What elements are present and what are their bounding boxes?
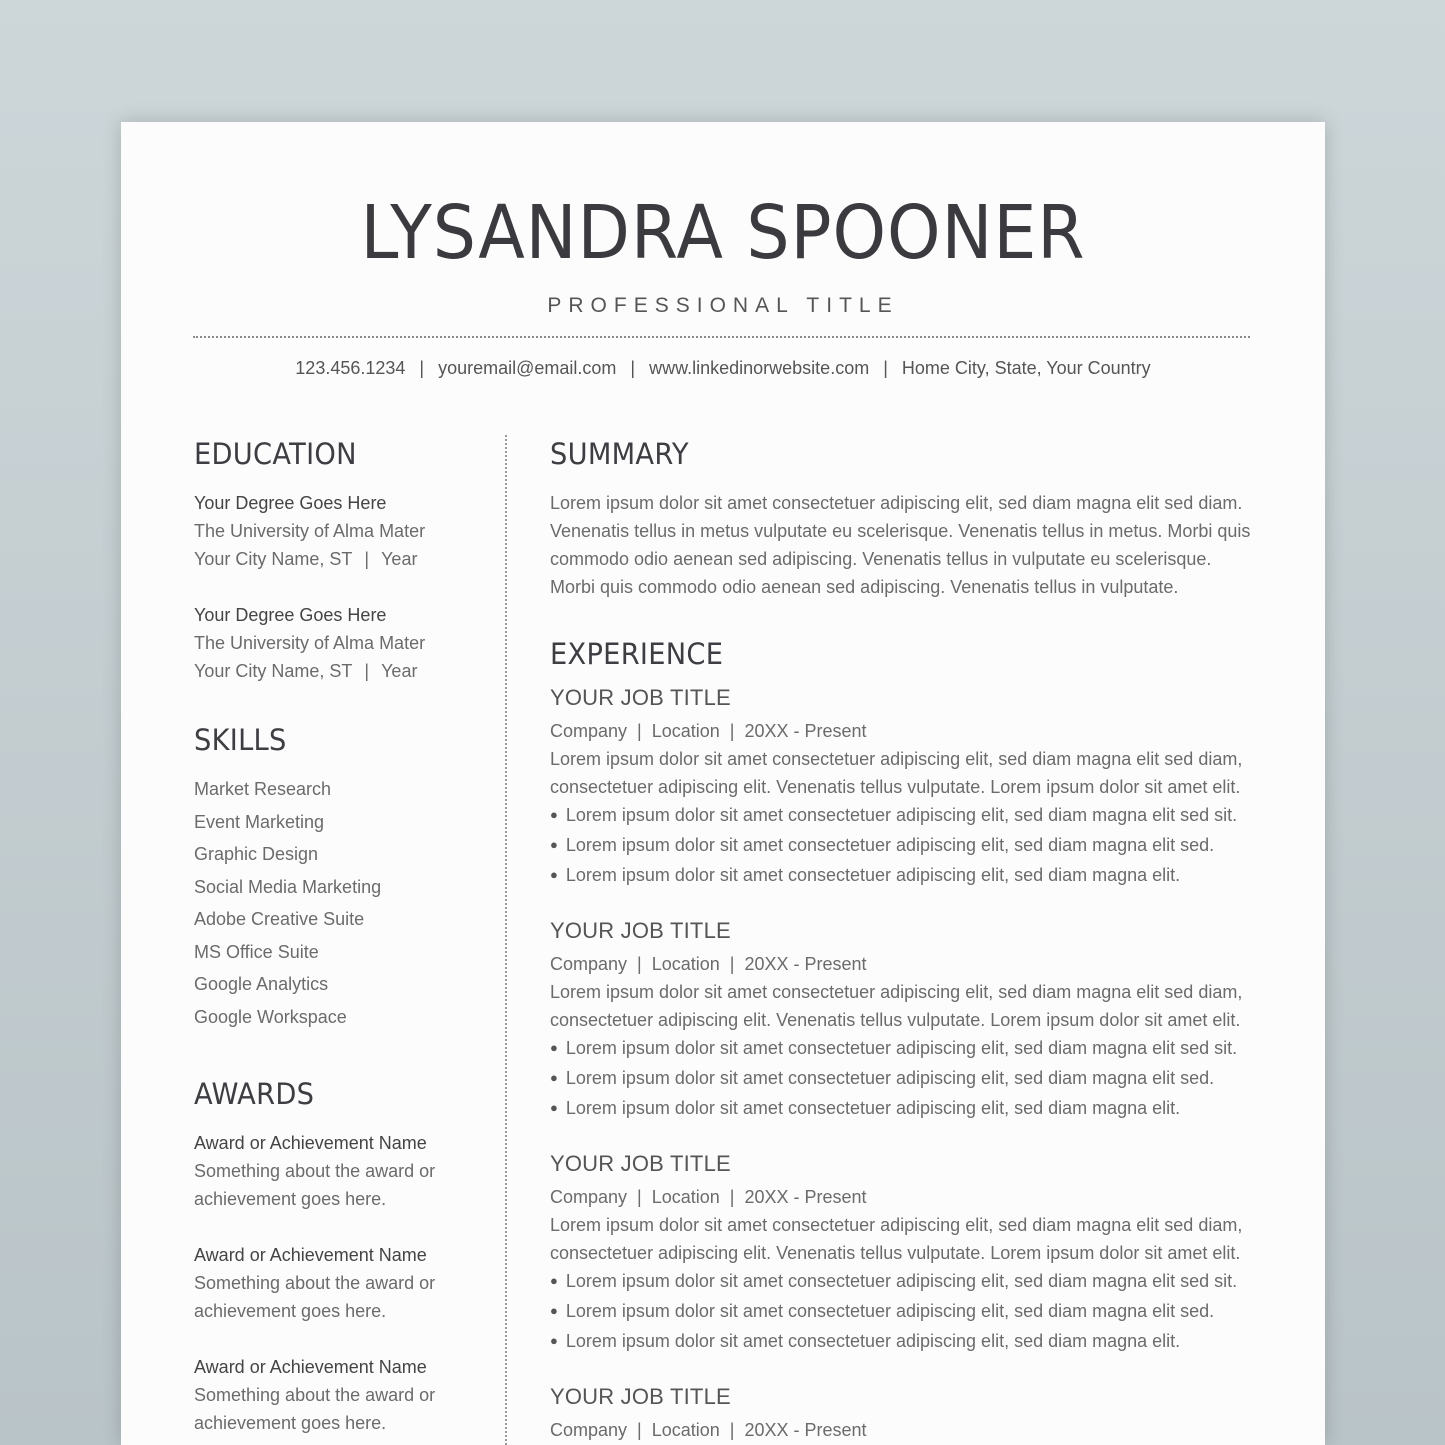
job-meta: Company | Location | 20XX - Present xyxy=(550,1187,867,1207)
summary-line: Morbi quis commodo odio aenean sed adipiscing. Venenatis tellus in vulputate. xyxy=(550,577,1179,597)
job-description: consectetuer adipiscing elit. Venenatis tellus vulputate. Lorem ipsum dolor sit amet elit. xyxy=(550,1243,1241,1263)
job-title: YOUR JOB TITLE xyxy=(550,1151,731,1176)
resume-name: LYSANDRA SPOONER xyxy=(360,190,1086,276)
summary-heading: SUMMARY xyxy=(550,437,689,471)
skill-item: Market Research xyxy=(194,779,332,799)
job-bullet: ● Lorem ipsum dolor sit amet consectetuer adipiscing elit, sed diam magna elit. xyxy=(550,1327,1260,1357)
award-item xyxy=(194,1353,484,1437)
job-description: consectetuer adipiscing elit. Venenatis tellus vulputate. Lorem ipsum dolor sit amet elit. xyxy=(550,1010,1241,1030)
education-degree: Your Degree Goes Here xyxy=(194,605,387,625)
education-year: Year xyxy=(381,549,418,569)
professional-title: PROFESSIONAL TITLE xyxy=(547,294,899,317)
job-entry xyxy=(550,1151,1260,1357)
awards-heading: AWARDS xyxy=(194,1077,315,1111)
skill-item: Google Analytics xyxy=(194,974,329,994)
summary-line: commodo odio aenean sed adipiscing. Venenatis tellus in vulputate eu scelerisque. xyxy=(550,549,1212,569)
education-city-year xyxy=(194,657,484,685)
contact-location: Home City, State, Your Country xyxy=(901,358,1151,378)
education-separator: | xyxy=(364,661,370,681)
job-meta: Company | Location | 20XX - Present xyxy=(550,721,867,741)
skill-item: Event Marketing xyxy=(194,811,325,832)
education-separator: | xyxy=(364,549,370,569)
left-column xyxy=(194,437,484,1445)
skill-item: MS Office Suite xyxy=(194,941,319,962)
award-description: achievement goes here. xyxy=(194,1301,387,1321)
education-item xyxy=(194,601,484,685)
contact-separator: | xyxy=(883,358,888,378)
job-entry xyxy=(550,1384,1260,1444)
skill-item: Adobe Creative Suite xyxy=(194,909,365,929)
experience-heading: EXPERIENCE xyxy=(550,637,724,671)
job-bullet: ● Lorem ipsum dolor sit amet consectetuer adipiscing elit, sed diam magna elit sed sit. xyxy=(550,1267,1260,1297)
header-rule xyxy=(193,336,1250,338)
job-bullet: ● Lorem ipsum dolor sit amet consectetuer adipiscing elit, sed diam magna elit sed. xyxy=(550,1297,1260,1327)
skill-item: Google Workspace xyxy=(194,1006,347,1027)
education-heading: EDUCATION xyxy=(194,437,357,471)
job-entry xyxy=(550,918,1260,1124)
education-city-year xyxy=(194,545,484,573)
skills-heading: SKILLS xyxy=(194,723,287,757)
skill-item: Graphic Design xyxy=(194,844,319,864)
summary-text xyxy=(550,489,1260,601)
skill-item: Social Media Marketing xyxy=(194,876,382,897)
column-divider xyxy=(505,435,507,1445)
job-meta: Company | Location | 20XX - Present xyxy=(550,954,867,974)
job-bullet: ● Lorem ipsum dolor sit amet consectetuer adipiscing elit, sed diam magna elit sed sit. xyxy=(550,801,1260,831)
summary-line: Lorem ipsum dolor sit amet consectetuer adipiscing elit, sed diam magna elit sed diam. xyxy=(550,493,1243,513)
education-school: The University of Alma Mater xyxy=(194,521,426,541)
award-description: achievement goes here. xyxy=(194,1189,387,1209)
education-city: Your City Name, ST xyxy=(194,549,353,569)
award-name: Award or Achievement Name xyxy=(194,1357,427,1377)
education-year: Year xyxy=(381,661,418,681)
award-description: Something about the award or xyxy=(194,1161,436,1181)
job-title: YOUR JOB TITLE xyxy=(550,1384,731,1409)
right-column xyxy=(550,437,1260,1445)
award-name: Award or Achievement Name xyxy=(194,1245,427,1265)
job-title: YOUR JOB TITLE xyxy=(550,685,731,710)
award-item xyxy=(194,1241,484,1325)
education-school: The University of Alma Mater xyxy=(194,633,426,653)
job-bullet: ● Lorem ipsum dolor sit amet consectetuer adipiscing elit, sed diam magna elit sed. xyxy=(550,831,1260,861)
award-item xyxy=(194,1129,484,1213)
job-description: Lorem ipsum dolor sit amet consectetuer adipiscing elit, sed diam magna elit sed diam, xyxy=(550,1215,1243,1235)
job-description: consectetuer adipiscing elit. Venenatis tellus vulputate. Lorem ipsum dolor sit amet elit. xyxy=(550,777,1241,797)
job-description: Lorem ipsum dolor sit amet consectetuer adipiscing elit, sed diam magna elit sed diam, xyxy=(550,749,1243,769)
contact-separator: | xyxy=(419,358,425,378)
job-entry xyxy=(550,685,1260,891)
award-description: achievement goes here. xyxy=(194,1413,387,1433)
education-degree: Your Degree Goes Here xyxy=(194,493,387,513)
contact-line xyxy=(121,358,1325,379)
summary-line: Venenatis tellus in metus vulputate eu scelerisque. Venenatis tellus in metus. Morbi quis xyxy=(550,521,1251,541)
education-item xyxy=(194,489,484,573)
job-meta: Company | Location | 20XX - Present xyxy=(550,1420,867,1440)
job-bullet: ● Lorem ipsum dolor sit amet consectetuer adipiscing elit, sed diam magna elit. xyxy=(550,1094,1260,1124)
job-description: Lorem ipsum dolor sit amet consectetuer adipiscing elit, sed diam magna elit sed diam, xyxy=(550,982,1243,1002)
job-bullet: ● Lorem ipsum dolor sit amet consectetuer adipiscing elit, sed diam magna elit sed. xyxy=(550,1064,1260,1094)
award-description: Something about the award or xyxy=(194,1385,436,1405)
award-description: Something about the award or xyxy=(194,1273,436,1293)
skills-list xyxy=(194,773,484,1033)
award-name: Award or Achievement Name xyxy=(194,1133,427,1153)
job-title: YOUR JOB TITLE xyxy=(550,918,731,943)
education-city: Your City Name, ST xyxy=(194,661,353,681)
job-bullet: ● Lorem ipsum dolor sit amet consectetuer adipiscing elit, sed diam magna elit. xyxy=(550,861,1260,891)
contact-website: www.linkedinorwebsite.com xyxy=(649,358,870,378)
contact-separator: | xyxy=(630,358,636,378)
resume-page xyxy=(121,122,1325,1445)
contact-phone: 123.456.1234 xyxy=(295,358,406,378)
contact-email: youremail@email.com xyxy=(438,358,617,378)
job-bullet: ● Lorem ipsum dolor sit amet consectetuer adipiscing elit, sed diam magna elit sed sit. xyxy=(550,1034,1260,1064)
